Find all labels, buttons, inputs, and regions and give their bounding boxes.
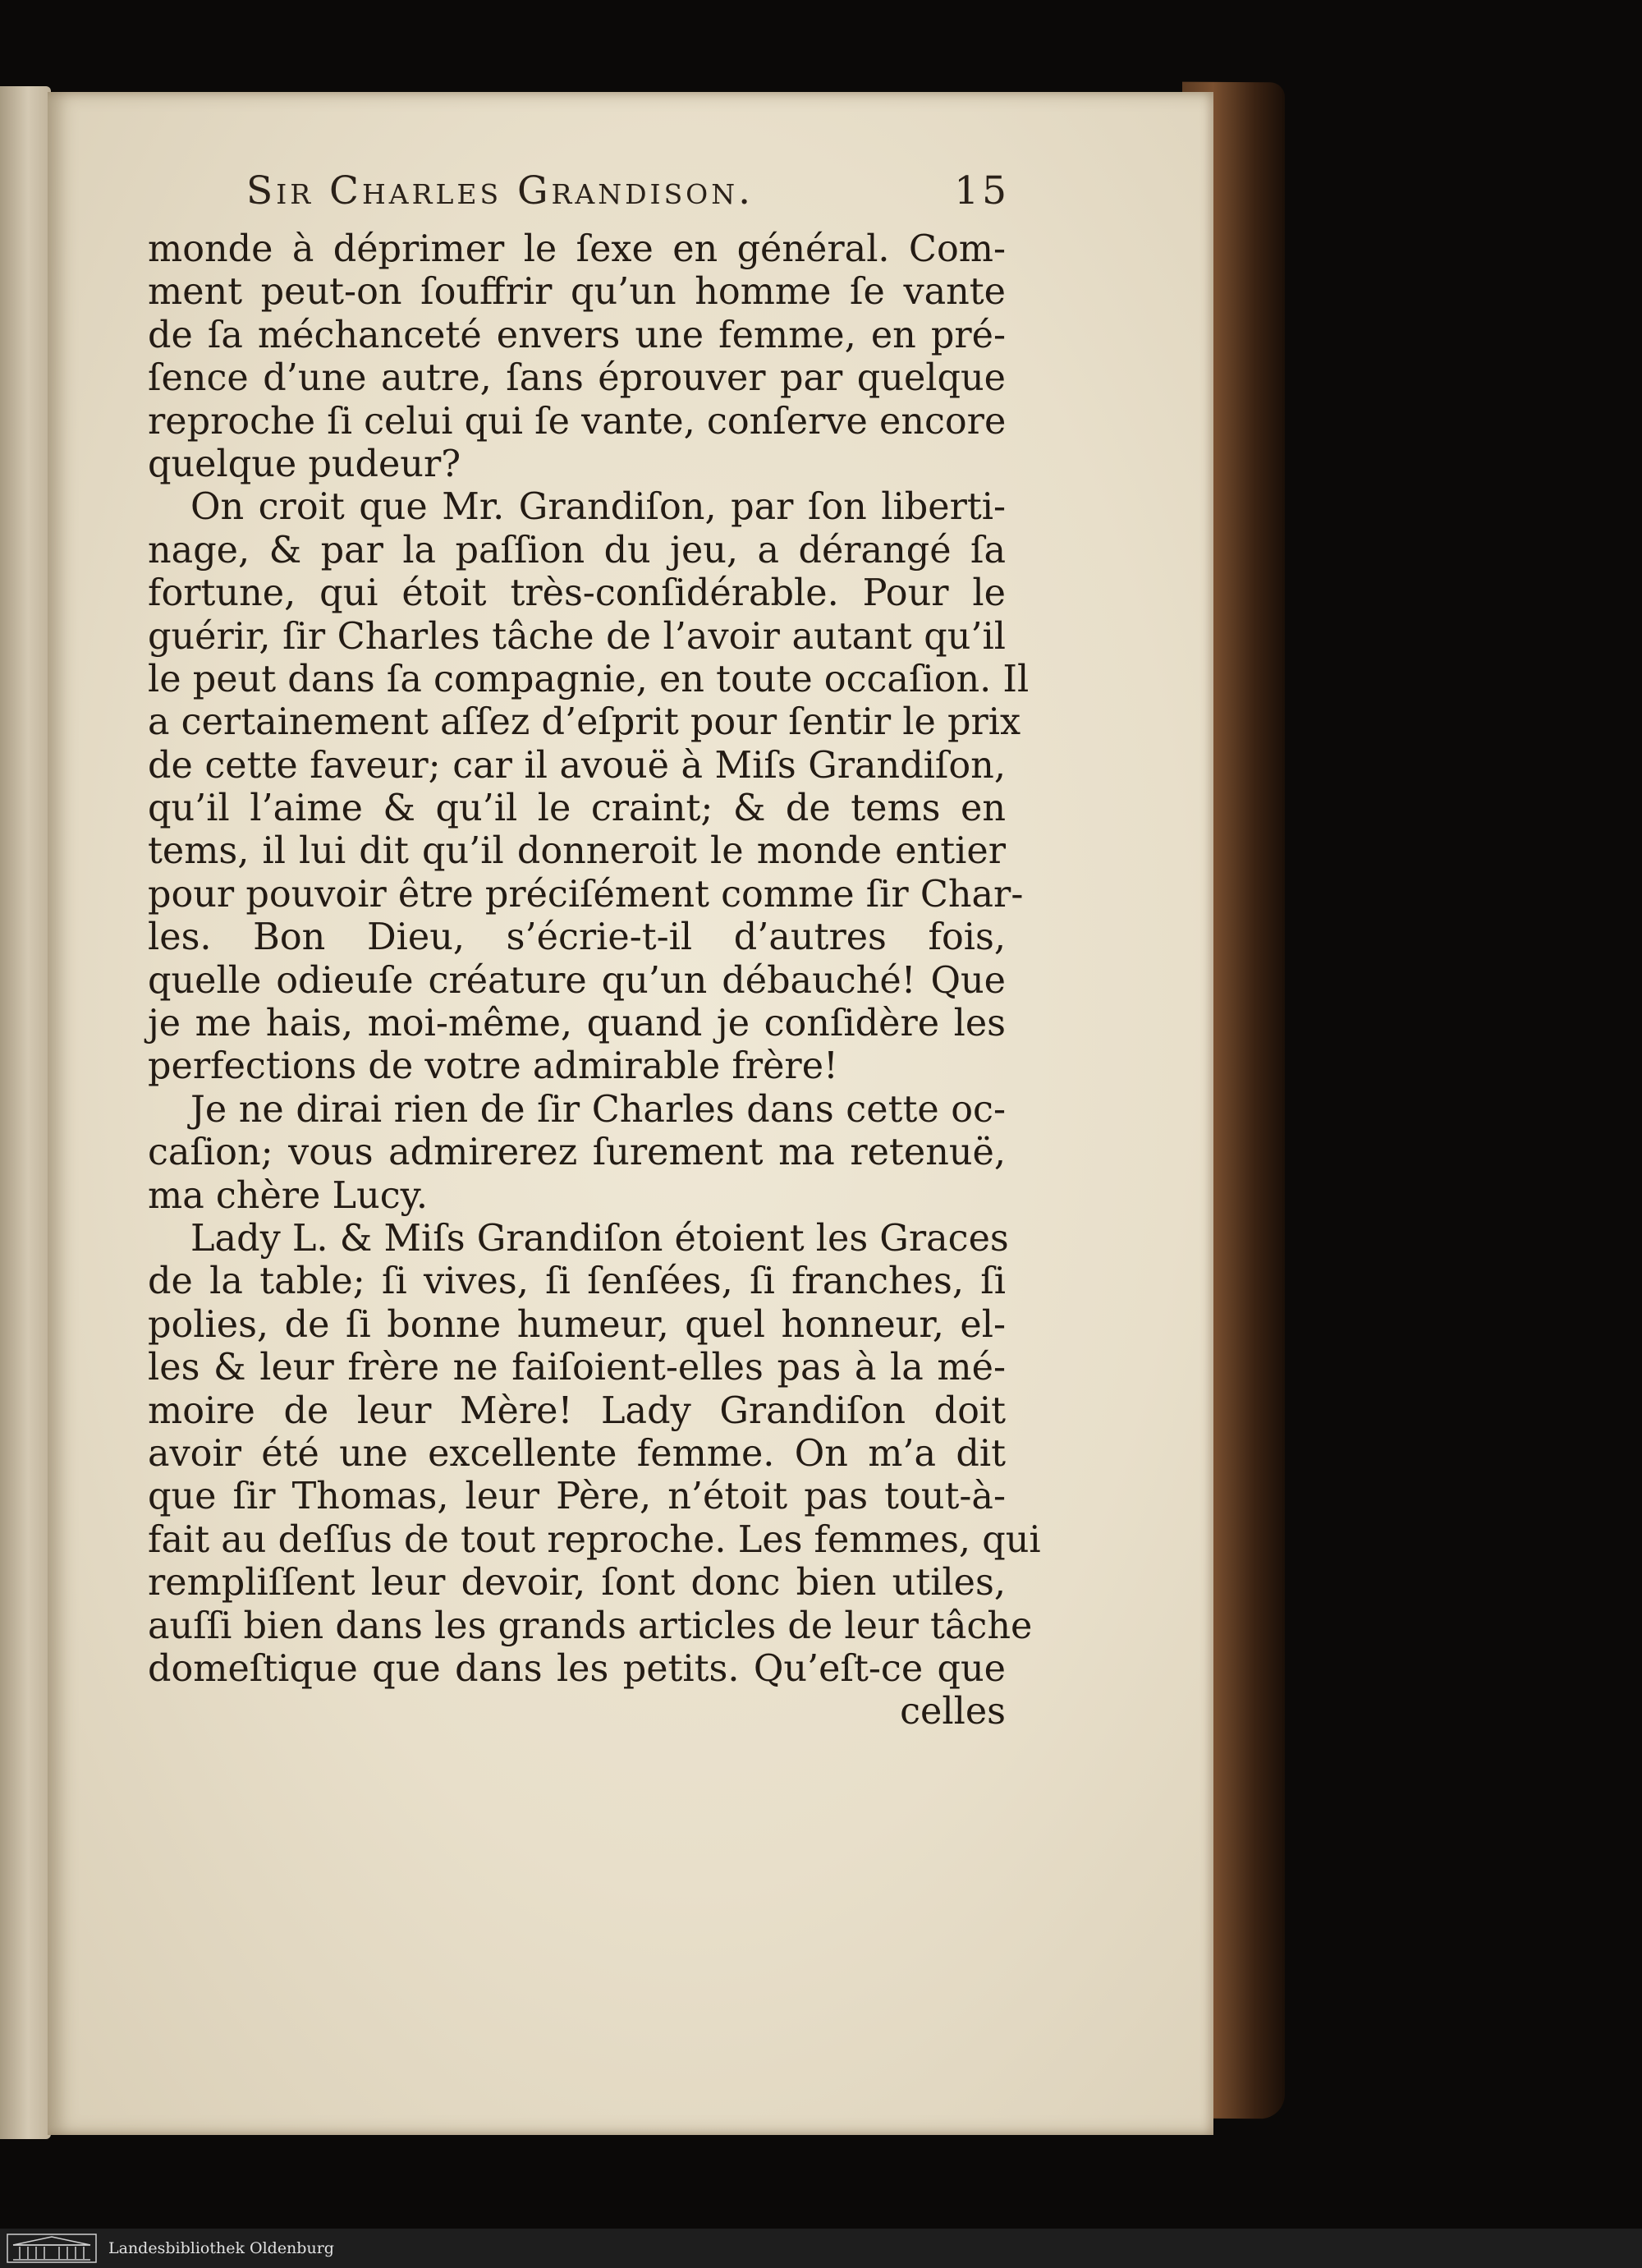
facing-page-edge: [0, 86, 51, 2139]
text-line: polies, de ſi bonne humeur, quel honneur, el-: [148, 1303, 1006, 1346]
text-line: le peut dans ſa compagnie, en toute occaſion. Il: [148, 658, 1030, 700]
text-line: ma chère Lucy.: [148, 1174, 429, 1217]
text-line: nage, & par la paſſion du jeu, a dérangé ſa: [148, 529, 1006, 572]
text-line: On croit que Mr. Grandiſon, par ſon liberti-: [190, 486, 1006, 529]
running-title: Sir Charles Grandison.: [246, 168, 754, 213]
catchword: celles: [900, 1691, 1006, 1733]
text-line: Lady L. & Miſs Grandiſon étoient les Graces: [190, 1217, 1009, 1260]
library-building-icon: [7, 2234, 97, 2263]
text-line: qu’il l’aime & qu’il le craint; & de tems en: [148, 787, 1006, 830]
text-line: reproche ſi celui qui ſe vante, conſerve encore: [148, 400, 1007, 443]
text-line: a certainement aſſez d’eſprit pour ſentir le prix: [148, 701, 1021, 744]
text-line: de cette faveur; car il avouë à Miſs Grandiſon,: [148, 744, 1006, 787]
text-line: rempliſſent leur devoir, ſont donc bien utiles,: [148, 1562, 1006, 1605]
text-line: domeſtique que dans les petits. Qu’eſt-ce que: [148, 1647, 1006, 1690]
text-line: monde à déprimer le ſexe en général. Com-: [148, 228, 1006, 270]
text-line: moire de leur Mère! Lady Grandiſon doit: [148, 1389, 1006, 1432]
text-line: les & leur frère ne faiſoient-elles pas à la mé-: [148, 1347, 1006, 1389]
text-line: ment peut-on ſouffrir qu’un homme ſe vante: [148, 271, 1006, 314]
text-line: fait au deſſus de tout reproche. Les femmes, qui: [148, 1518, 1041, 1561]
footer-bar: [0, 2229, 1642, 2268]
text-line: tems, il lui dit qu’il donneroit le monde entier: [148, 830, 1006, 873]
text-line: Je ne dirai rien de ſir Charles dans cette oc-: [190, 1088, 1006, 1131]
text-line: perfections de votre admirable frère!: [148, 1045, 838, 1088]
library-name: Landesbibliothek Oldenburg: [108, 2239, 334, 2257]
text-line: caſion; vous admirerez ſurement ma retenuë,: [148, 1132, 1006, 1174]
text-line: auſſi bien dans les grands articles de leur tâche: [148, 1605, 1033, 1647]
text-line: les. Bon Dieu, s’écrie-t-il d’autres fois,: [148, 916, 1006, 959]
text-line: ſence d’une autre, ſans éprouver par quelque: [148, 357, 1006, 400]
text-line: pour pouvoir être préciſément comme ſir Char-: [148, 873, 1024, 916]
text-line: avoir été une excellente femme. On m’a dit: [148, 1432, 1006, 1475]
text-line: de la table; ſi vives, ſi ſenſées, ſi franches, ſi: [148, 1260, 1006, 1303]
text-line: de ſa méchanceté envers une femme, en pré-: [148, 314, 1006, 356]
text-line: je me hais, moi-même, quand je conſidère les: [148, 1003, 1006, 1045]
running-head: [246, 168, 1010, 218]
text-line: fortune, qui étoit très-conſidérable. Pour le: [148, 572, 1006, 615]
text-line: guérir, ſir Charles tâche de l’avoir autant qu’il: [148, 615, 1006, 658]
text-line: que ſir Thomas, leur Père, n’étoit pas tout-à-: [148, 1476, 1006, 1518]
text-line: quelle odieuſe créature qu’un débauché! Que: [148, 959, 1006, 1002]
page-number: 15: [954, 168, 1010, 213]
text-line: quelque pudeur?: [148, 443, 461, 485]
body-text: [148, 228, 1041, 1734]
